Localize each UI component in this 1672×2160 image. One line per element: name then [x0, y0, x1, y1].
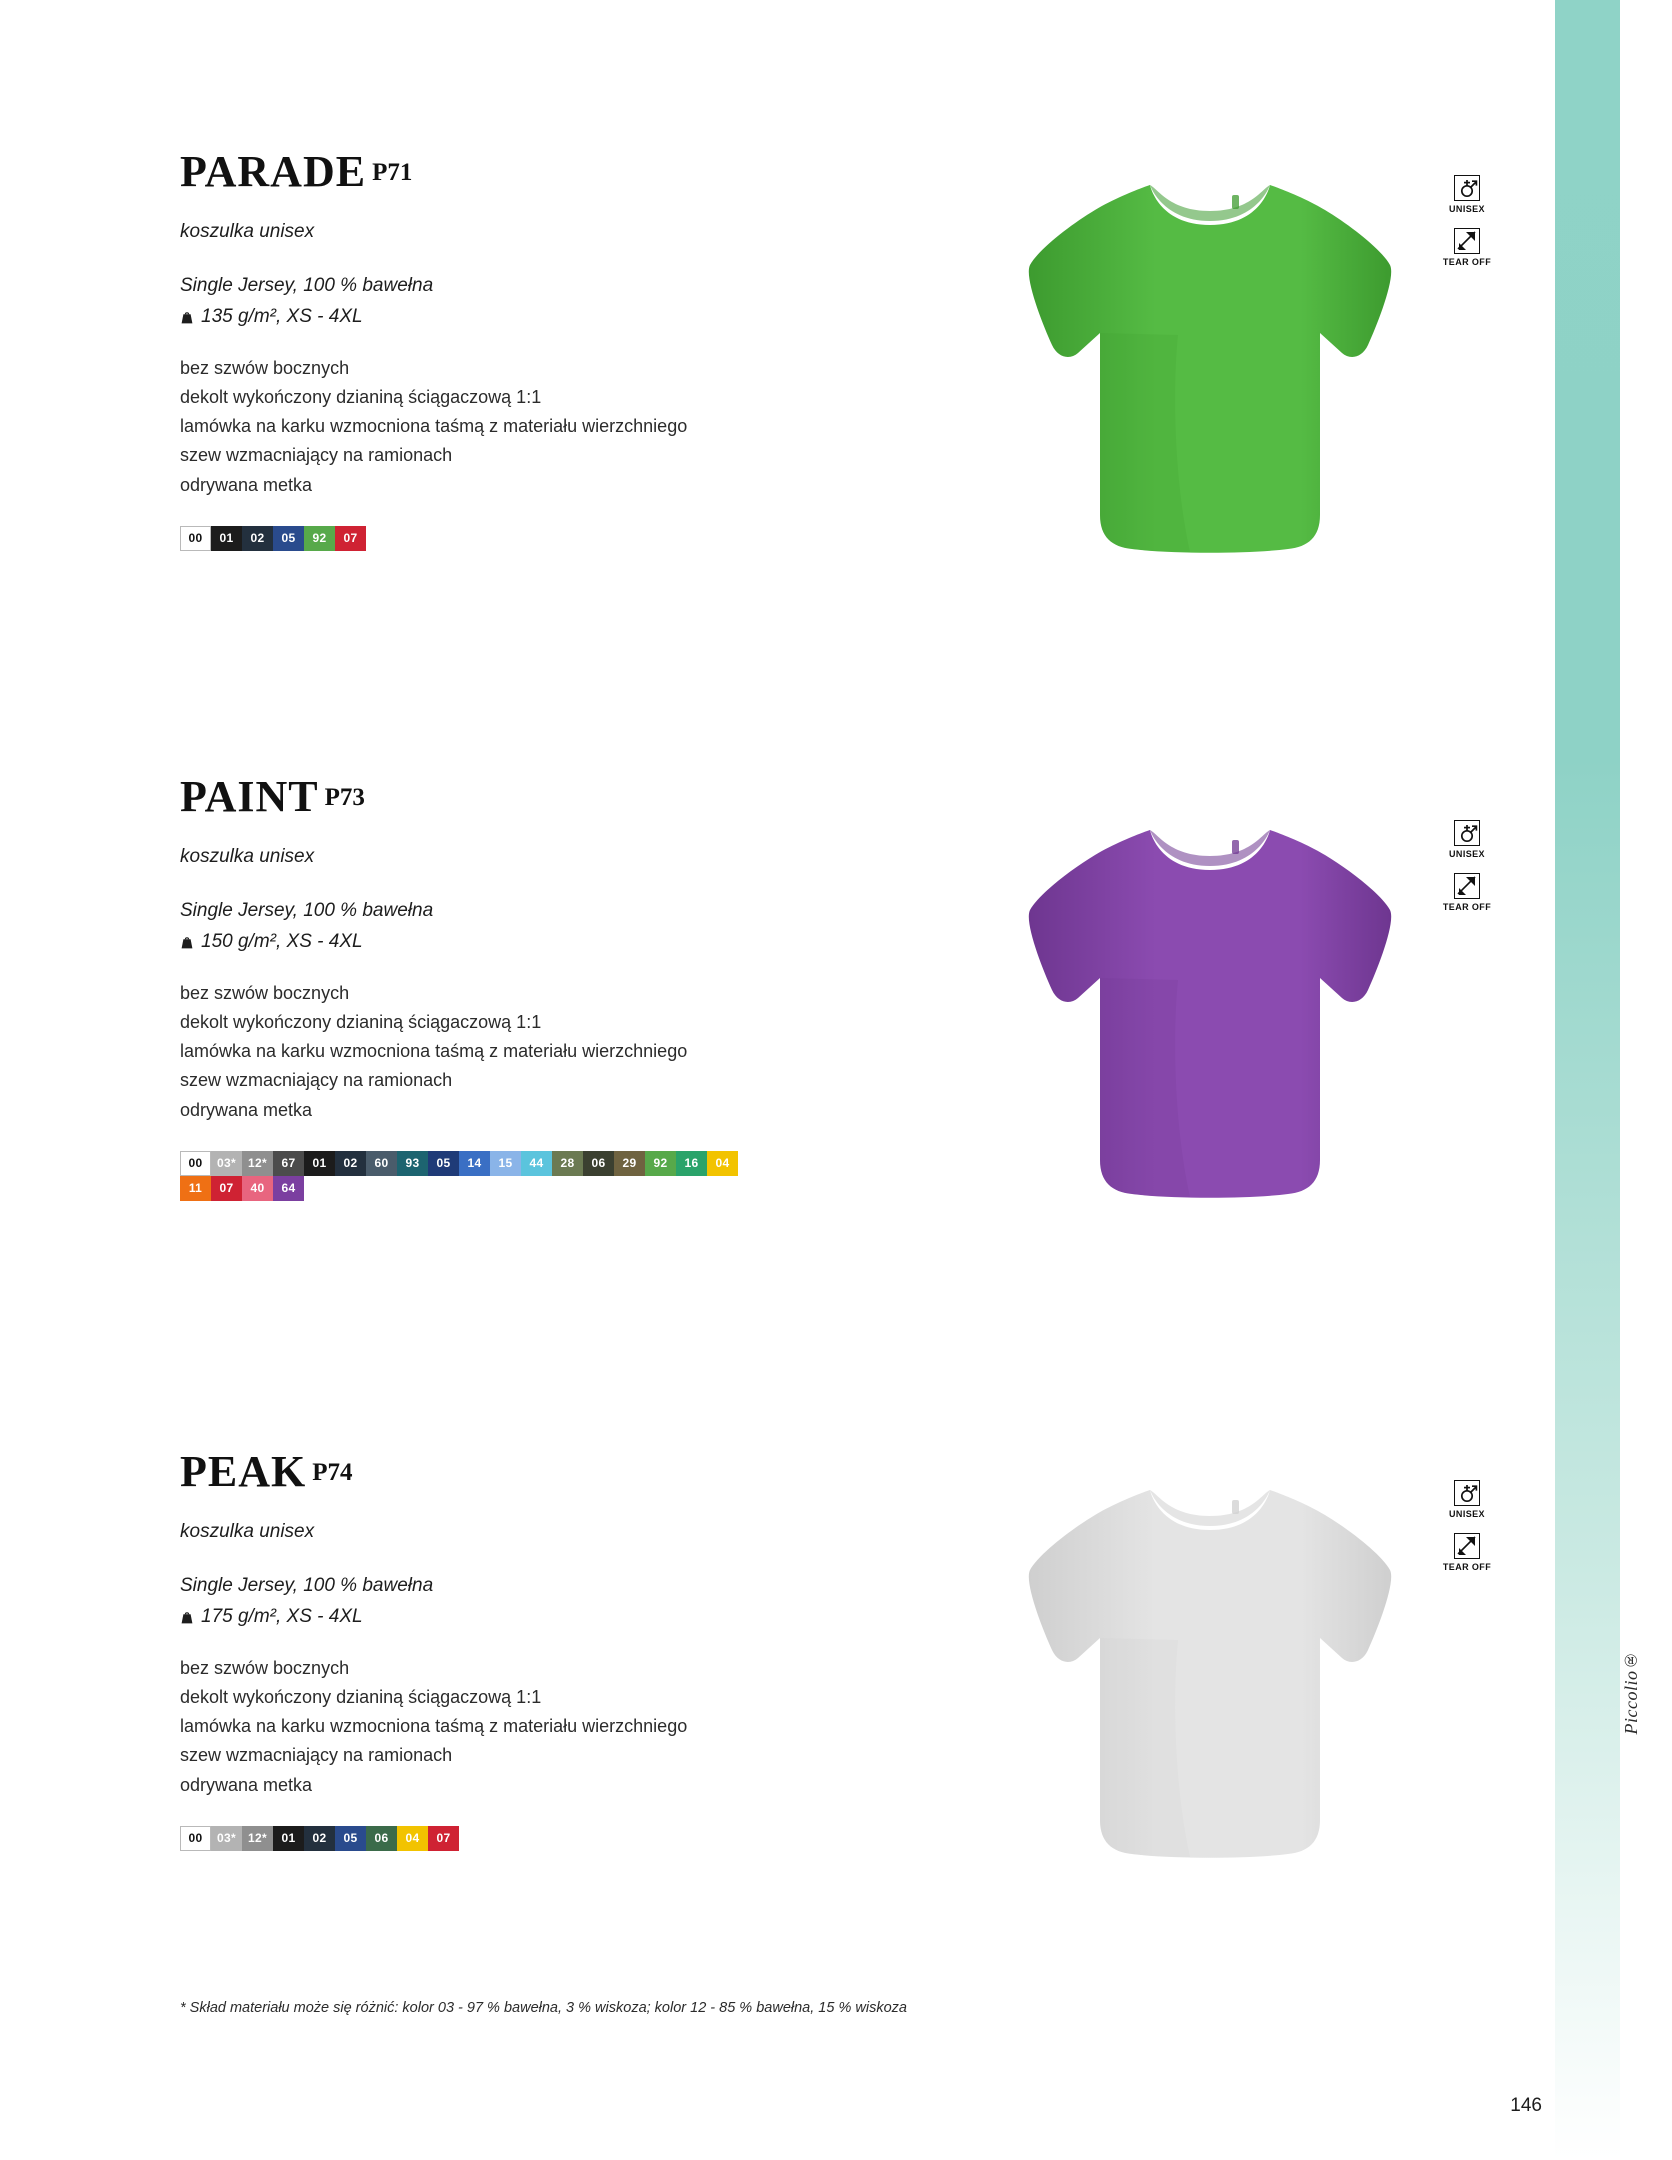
- color-swatch-code: 40: [250, 1181, 265, 1196]
- color-swatch-code: 44: [529, 1156, 544, 1171]
- product-name: PARADE: [180, 147, 367, 196]
- color-swatch[interactable]: [397, 1826, 428, 1851]
- color-swatch[interactable]: [335, 1826, 366, 1851]
- product-feature: odrywana metka: [180, 1099, 313, 1120]
- color-swatch[interactable]: [273, 526, 304, 551]
- color-swatch-code: 14: [467, 1156, 482, 1171]
- color-swatch[interactable]: [676, 1151, 707, 1176]
- color-swatch[interactable]: [459, 1151, 490, 1176]
- color-swatch[interactable]: [366, 1151, 397, 1176]
- pictogram-tear-off: [1437, 228, 1497, 267]
- product-feature: dekolt wykończony dzianiną ściągaczową 1:1: [180, 387, 542, 408]
- color-swatch[interactable]: [583, 1151, 614, 1176]
- color-swatch-code: 06: [591, 1156, 606, 1171]
- color-swatch-code: 07: [343, 531, 358, 546]
- color-swatch[interactable]: [180, 1826, 211, 1851]
- color-swatch[interactable]: [645, 1151, 676, 1176]
- product-code: P71: [372, 158, 413, 186]
- color-swatch[interactable]: [180, 1151, 211, 1176]
- product-feature: bez szwów bocznych: [180, 982, 350, 1003]
- brand-watermark: Piccolio®: [1621, 1650, 1641, 1735]
- pictogram-label: TEAR OFF: [1442, 1562, 1492, 1572]
- color-swatch[interactable]: [366, 1826, 397, 1851]
- color-swatch[interactable]: [552, 1151, 583, 1176]
- color-swatch[interactable]: [428, 1151, 459, 1176]
- pictogram-group: [1437, 1480, 1497, 1586]
- color-swatch[interactable]: [242, 1176, 273, 1201]
- product-weight: 175 g/m², XS - 4XL: [201, 1606, 363, 1628]
- color-swatch-code: 03*: [217, 1831, 236, 1846]
- color-swatch-code: 07: [436, 1831, 451, 1846]
- decorative-side-band-inner: [1620, 0, 1672, 2160]
- color-swatch-code: 00: [188, 1156, 203, 1171]
- color-swatch-code: 00: [188, 1831, 203, 1846]
- pictogram-unisex: [1437, 1480, 1497, 1519]
- color-swatch[interactable]: [211, 1826, 242, 1851]
- product-subtitle: koszulka unisex: [180, 1521, 315, 1542]
- product-feature: lamówka na karku wzmocniona taśmą z materiału wierzchniego: [180, 1716, 688, 1737]
- product-feature: dekolt wykończony dzianiną ściągaczową 1:1: [180, 1687, 542, 1708]
- color-swatch-code: 06: [374, 1831, 389, 1846]
- pictogram-group: [1437, 175, 1497, 281]
- color-swatch-code: 01: [219, 531, 234, 546]
- color-swatch-code: 29: [622, 1156, 637, 1171]
- color-swatch[interactable]: [304, 1826, 335, 1851]
- product-feature: szew wzmacniający na ramionach: [180, 445, 453, 466]
- pictogram-label: TEAR OFF: [1442, 902, 1492, 912]
- color-swatch-code: 12*: [248, 1831, 267, 1846]
- pictogram-label: UNISEX: [1449, 849, 1485, 859]
- color-swatch-code: 64: [281, 1181, 296, 1196]
- color-swatch-code: 67: [281, 1156, 296, 1171]
- product-feature: odrywana metka: [180, 474, 313, 495]
- color-swatches: [180, 1826, 740, 1851]
- color-swatch-code: 11: [188, 1181, 203, 1196]
- weight-icon: [180, 1611, 194, 1624]
- color-swatch[interactable]: [242, 1826, 273, 1851]
- color-swatch[interactable]: [180, 526, 211, 551]
- color-swatch[interactable]: [521, 1151, 552, 1176]
- product-photo: [1000, 155, 1420, 585]
- product-name: PEAK: [180, 1447, 307, 1496]
- color-swatch[interactable]: [304, 1151, 335, 1176]
- color-swatch-code: 16: [684, 1156, 699, 1171]
- unisex-icon: [1454, 1480, 1480, 1506]
- product-weight: 150 g/m², XS - 4XL: [201, 931, 363, 953]
- color-swatches: [180, 1151, 740, 1201]
- pictogram-label: UNISEX: [1449, 204, 1485, 214]
- pictogram-tear-off: [1437, 1533, 1497, 1572]
- product-photo: [1000, 1460, 1420, 1890]
- color-swatch[interactable]: [335, 1151, 366, 1176]
- product-feature: bez szwów bocznych: [180, 1657, 350, 1678]
- color-swatch[interactable]: [242, 1151, 273, 1176]
- color-swatch[interactable]: [397, 1151, 428, 1176]
- tear-off-icon: [1454, 228, 1480, 254]
- color-swatch-code: 07: [219, 1181, 234, 1196]
- product-name: PAINT: [180, 772, 319, 821]
- product-feature: szew wzmacniający na ramionach: [180, 1070, 453, 1091]
- pictogram-label: TEAR OFF: [1442, 257, 1492, 267]
- weight-icon: [180, 311, 194, 324]
- pictogram-tear-off: [1437, 873, 1497, 912]
- product-code: P73: [324, 783, 365, 811]
- product-material: Single Jersey, 100 % bawełna: [180, 900, 434, 921]
- product-feature: odrywana metka: [180, 1774, 313, 1795]
- color-swatch[interactable]: [304, 526, 335, 551]
- pictogram-label: UNISEX: [1449, 1509, 1485, 1519]
- color-swatch[interactable]: [273, 1176, 304, 1201]
- color-swatch-code: 01: [281, 1831, 296, 1846]
- color-swatch-code: 03*: [217, 1156, 236, 1171]
- color-swatch[interactable]: [211, 1151, 242, 1176]
- color-swatch-code: 02: [312, 1831, 327, 1846]
- color-swatch[interactable]: [273, 1826, 304, 1851]
- color-swatch-code: 01: [312, 1156, 327, 1171]
- color-swatch[interactable]: [211, 1176, 242, 1201]
- product-subtitle: koszulka unisex: [180, 221, 315, 242]
- color-swatch-code: 04: [715, 1156, 730, 1171]
- pictogram-group: [1437, 820, 1497, 926]
- product-feature: szew wzmacniający na ramionach: [180, 1745, 453, 1766]
- footnote: * Skład materiału może się różnić: kolor 03 - 97 % bawełna, 3 % wiskoza; kolor 12 - 85 % bawełna, 15 % wiskoza: [180, 2000, 907, 2016]
- pictogram-unisex: [1437, 820, 1497, 859]
- color-swatch-code: 60: [374, 1156, 389, 1171]
- product-code: P74: [312, 1458, 353, 1486]
- color-swatch[interactable]: [490, 1151, 521, 1176]
- pictogram-unisex: [1437, 175, 1497, 214]
- color-swatch[interactable]: [614, 1151, 645, 1176]
- product-feature: dekolt wykończony dzianiną ściągaczową 1:1: [180, 1012, 542, 1033]
- color-swatch-code: 04: [405, 1831, 420, 1846]
- decorative-side-band: [1555, 0, 1672, 2160]
- color-swatch-code: 05: [436, 1156, 451, 1171]
- color-swatch-code: 93: [405, 1156, 420, 1171]
- color-swatch[interactable]: [211, 526, 242, 551]
- color-swatch-code: 02: [343, 1156, 358, 1171]
- unisex-icon: [1454, 175, 1480, 201]
- color-swatch-code: 05: [343, 1831, 358, 1846]
- weight-icon: [180, 936, 194, 949]
- product-weight: 135 g/m², XS - 4XL: [201, 306, 363, 328]
- tear-off-icon: [1454, 873, 1480, 899]
- product-feature: lamówka na karku wzmocniona taśmą z materiału wierzchniego: [180, 1041, 688, 1062]
- color-swatch[interactable]: [428, 1826, 459, 1851]
- color-swatch-code: 92: [653, 1156, 668, 1171]
- color-swatch-code: 05: [281, 531, 296, 546]
- product-material: Single Jersey, 100 % bawełna: [180, 275, 434, 296]
- product-material: Single Jersey, 100 % bawełna: [180, 1575, 434, 1596]
- color-swatch-code: 00: [188, 531, 203, 546]
- product-feature: lamówka na karku wzmocniona taśmą z materiału wierzchniego: [180, 416, 688, 437]
- color-swatch-code: 02: [250, 531, 265, 546]
- color-swatch[interactable]: [707, 1151, 738, 1176]
- product-subtitle: koszulka unisex: [180, 846, 315, 867]
- product-feature: bez szwów bocznych: [180, 357, 350, 378]
- color-swatches: [180, 526, 740, 551]
- color-swatch-code: 28: [560, 1156, 575, 1171]
- color-swatch-code: 15: [498, 1156, 513, 1171]
- color-swatch-code: 92: [312, 531, 327, 546]
- tear-off-icon: [1454, 1533, 1480, 1559]
- color-swatch-code: 12*: [248, 1156, 267, 1171]
- color-swatch[interactable]: [335, 526, 366, 551]
- color-swatch[interactable]: [180, 1176, 211, 1201]
- product-photo: [1000, 800, 1420, 1230]
- color-swatch[interactable]: [242, 526, 273, 551]
- color-swatch[interactable]: [273, 1151, 304, 1176]
- unisex-icon: [1454, 820, 1480, 846]
- page-number: 146: [1510, 2095, 1542, 2116]
